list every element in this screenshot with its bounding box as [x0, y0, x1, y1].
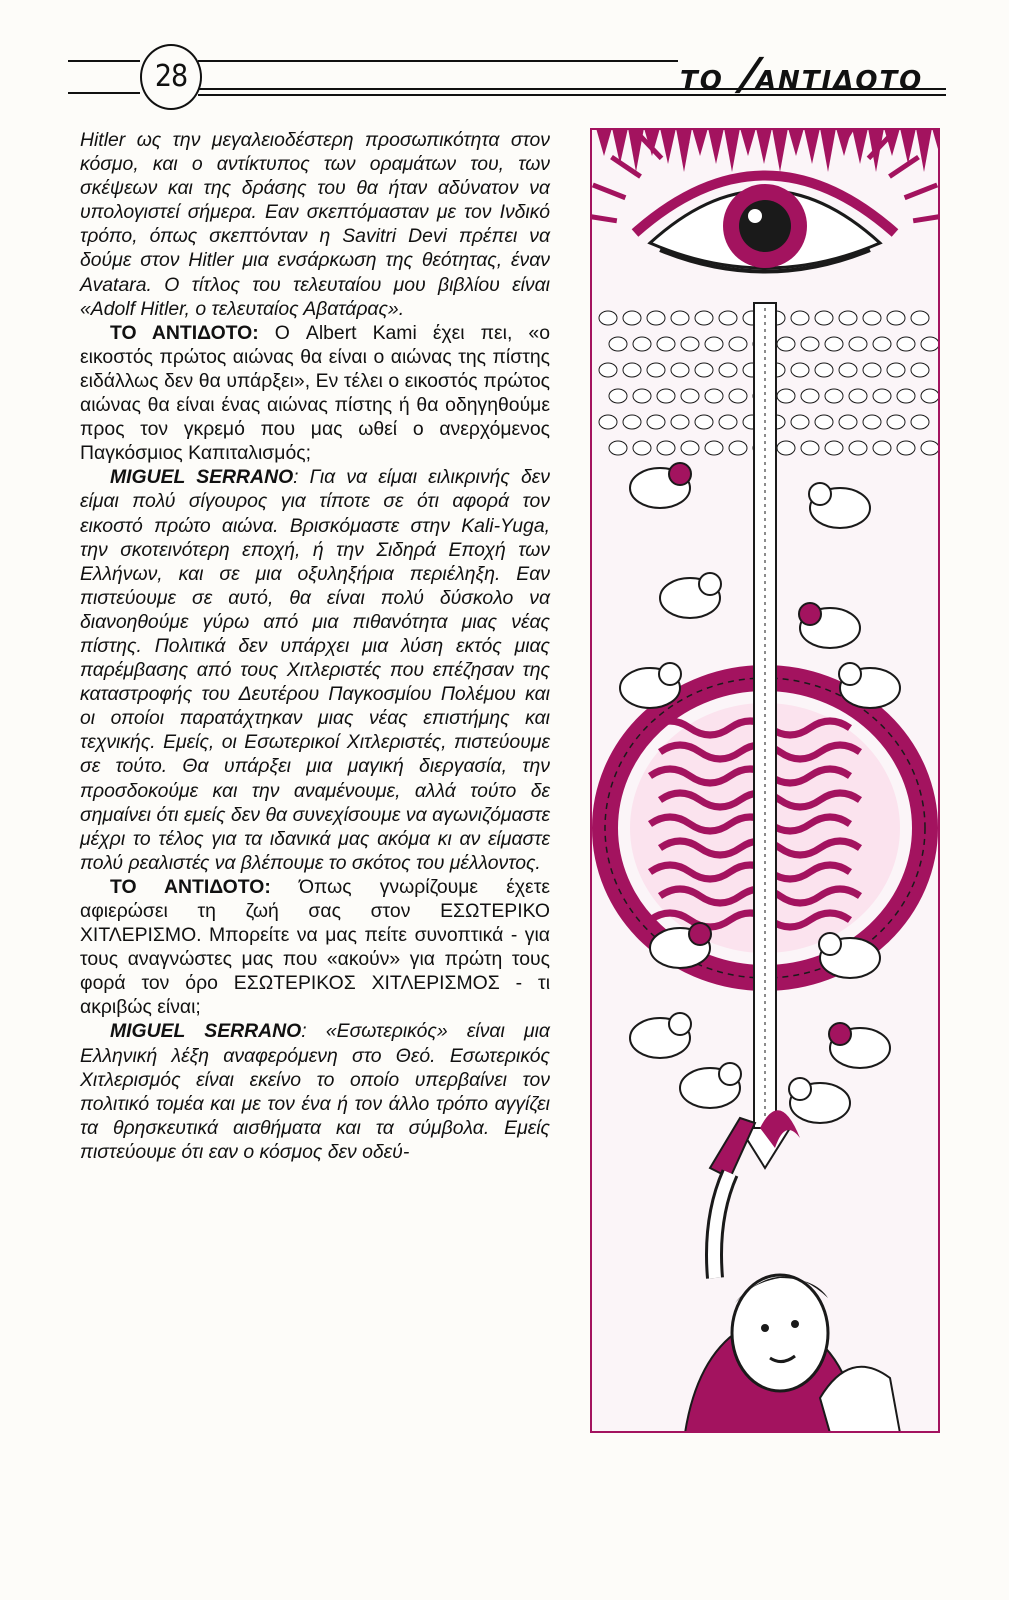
- crowd-head: [839, 415, 857, 429]
- crowd-head: [657, 389, 675, 403]
- answer-continuation: Hitler ως την μεγαλειοδέστερη προσωπικότητα στον κόσμο, και ο αντίκτυπος των οραμάτων του, των σκέψεων και της δράσης του θα ήταν αδύνατον να υπολογιστεί σήμερα. Εαν σκεπτόμασταν με τον Ινδικό τρόπο, όπως σκεπτόνταν η Savitri Devi πρέπει να δούμε στον Hitler μια ενσάρκωση της θεότητας, έναν Avatara. Ο τίτλος του τελευταίου μου βιβλίου είναι «Adolf Hitler, ο τελευταίος Αβατάρας».: [80, 129, 550, 320]
- crowd-head: [839, 363, 857, 377]
- figure-head: [839, 663, 861, 685]
- question-1: [80, 321, 550, 466]
- page-header: [0, 0, 1009, 120]
- crowd-head: [887, 363, 905, 377]
- crowd-head: [681, 389, 699, 403]
- crowd-head: [695, 311, 713, 325]
- magazine-title-main: ΑΝΤΙΔΟΤΟ: [755, 66, 924, 96]
- crowd-head: [849, 389, 867, 403]
- crowd-head: [801, 337, 819, 351]
- header-rule-left-top: [68, 60, 140, 62]
- crowd-head: [681, 441, 699, 455]
- crowd-head: [791, 415, 809, 429]
- figure-head: [809, 483, 831, 505]
- crowd-head: [719, 415, 737, 429]
- crowd-head: [695, 415, 713, 429]
- crowd-head: [633, 441, 651, 455]
- magazine-title-prefix: ΤΟ: [680, 66, 724, 96]
- crowd-head: [705, 441, 723, 455]
- crowd-head: [887, 311, 905, 325]
- crowd-head: [897, 441, 915, 455]
- crowd-head: [849, 441, 867, 455]
- crowd-head: [671, 415, 689, 429]
- crowd-head: [887, 415, 905, 429]
- crowd-head: [609, 337, 627, 351]
- crowd-head: [657, 337, 675, 351]
- crowd-head: [815, 415, 833, 429]
- crowd-head: [777, 337, 795, 351]
- crowd-head: [705, 337, 723, 351]
- header-rule-left-bottom: [68, 92, 140, 94]
- answer-2-speaker: MIGUEL SERRANO: [110, 1020, 302, 1043]
- crowd-head: [633, 389, 651, 403]
- crowd-head: [873, 389, 891, 403]
- figure-head: [819, 933, 841, 955]
- figure-head: [669, 463, 691, 485]
- crowd-head: [623, 363, 641, 377]
- figure-head: [689, 923, 711, 945]
- crowd-head: [873, 337, 891, 351]
- crowd-head: [647, 415, 665, 429]
- crowd-head: [777, 389, 795, 403]
- crowd-head: [609, 441, 627, 455]
- crowd-head: [719, 363, 737, 377]
- crowd-head: [863, 311, 881, 325]
- crowd-head: [647, 363, 665, 377]
- answer-1: [80, 465, 550, 875]
- figure-head: [699, 573, 721, 595]
- header-rule-right-top: [198, 60, 678, 62]
- crowd-head: [839, 311, 857, 325]
- crowd-head: [873, 441, 891, 455]
- crowd-head: [921, 337, 939, 351]
- crowd-head: [921, 441, 939, 455]
- crowd-head: [897, 337, 915, 351]
- question-1-speaker: ΤΟ ΑΝΤΙΔΟΤΟ:: [110, 321, 259, 344]
- crowd-head: [911, 311, 929, 325]
- crowd-head: [609, 389, 627, 403]
- answer-2: [80, 1019, 550, 1164]
- answer-2-text: : «Εσωτερικός» είναι μια Ελληνική λέξη αναφερόμενη στο Θεό. Εσωτερικός Χιτλερισμός είναι εκείνο το οποίο υπερβαίνει τον πολιτικό τομέα και με τον ένα ή τον άλλο τρόπο αγγίζει τα θρησκευτικά αισθήματα και τα σύμβολα. Εμείς πιστεύουμε ότι εαν ο κόσμος δεν οδεύ-: [80, 1020, 550, 1163]
- crowd-head: [633, 337, 651, 351]
- crowd-head: [791, 363, 809, 377]
- figure-head: [719, 1063, 741, 1085]
- crowd-head: [695, 363, 713, 377]
- figure-head: [829, 1023, 851, 1045]
- illustration-eye-and-beam: [590, 128, 940, 1433]
- crowd-head: [921, 389, 939, 403]
- crowd-head: [815, 363, 833, 377]
- crowd-head: [657, 441, 675, 455]
- question-2: [80, 875, 550, 1020]
- crowd-head: [801, 389, 819, 403]
- crowd-head: [911, 415, 929, 429]
- crowd-head: [897, 389, 915, 403]
- crowd-head: [815, 311, 833, 325]
- crowd-head: [681, 337, 699, 351]
- figure-head: [789, 1078, 811, 1100]
- crowd-head: [729, 337, 747, 351]
- crowd-head: [599, 363, 617, 377]
- crowd-head: [849, 337, 867, 351]
- illustration-svg: [590, 128, 940, 1433]
- crowd-head: [825, 337, 843, 351]
- answer-1-text: : Για να είμαι ειλικρινής δεν είμαι πολύ σίγουρος για τίποτε σε ότι αφορά τον εικοστό πρώτο αιώνα. Βρισκόμαστε στην Kali-Yuga, την σκοτεινότερη εποχή, ή την Σιδηρά Εποχή των Ελλήνων, και σε μια οξυληξήρια περιέληξη. Εαν πιστεύουμε σε αυτό, θα είναι πολύ δύσκολο να διανοηθούμε γύρω από μια πιθανότητα μιας νέας πίστης. Πολιτικά δεν υπάρχει μια λύση εκτός μιας παρέμβασης από τους Χιτλεριστές που επέζησαν της καταστροφής του Δευτέρου Παγκοσμίου Πολέμου και οι οποίοι παρατάχτηκαν μιας νέας επιστήμης και τεχνικής. Εμείς, οι Εσωτερικοί Χιτλεριστές, πιστεύουμε σε τούτο. Θα υπάρξει μια μαγική διεργασία, την προσδοκούμε και την αναμένουμε, αλλά τούτο δε σημαίνει ότι εμείς δεν θα συνεχίσουμε να αγωνιζόμαστε μέχρι το τέλος για τα ιδανικά μας ακόμα κι αν είμαστε πολύ ρεαλιστές να βλέπουμε το σκότος του μέλλοντος.: [80, 466, 550, 874]
- figure-head: [799, 603, 821, 625]
- crowd-head: [863, 363, 881, 377]
- crowd-head: [719, 311, 737, 325]
- crowd-head: [647, 311, 665, 325]
- crowd-head: [863, 415, 881, 429]
- question-1-text: Ο Albert Kami έχει πει, «ο εικοστός πρώτος αιώνας θα είναι ο αιώνας της πίστης ειδάλλως δεν θα υπάρξει», Εν τέλει ο εικοστός πρώτος αιώνας θα είναι ένας αιώνας πίστης ή θα οδηγηθούμε προς τον γκρεμό που μας ωθεί ο ανερχόμενος Παγκόσμιος Καπιταλισμός;: [80, 321, 550, 465]
- crowd-head: [825, 441, 843, 455]
- magazine-title-slash: /: [737, 49, 765, 100]
- crowd-head: [791, 311, 809, 325]
- question-2-speaker: ΤΟ ΑΝΤΙΔΟΤΟ:: [110, 875, 271, 898]
- crowd-head: [671, 311, 689, 325]
- crowd-head: [911, 363, 929, 377]
- answer-1-speaker: MIGUEL SERRANO: [110, 466, 294, 489]
- crowd-head: [729, 441, 747, 455]
- question-2-text: Όπως γνωρίζουμε έχετε αφιερώσει τη ζωή σας στον ΕΣΩΤΕΡΙΚΟ ΧΙΤΛΕΡΙΣΜΟ. Μπορείτε να μας πείτε συνοπτικά - για τους αναγνώστες μας που «ακούν» για πρώτη τους φορά τον όρο ΕΣΩΤΕΡΙΚΟΣ ΧΙΤΛΕΡΙΣΜΟΣ - τι ακριβώς είναι;: [80, 875, 550, 1019]
- crowd-head: [705, 389, 723, 403]
- crowd-head: [801, 441, 819, 455]
- crowd-head: [671, 363, 689, 377]
- figure-head: [659, 663, 681, 685]
- crowd-head: [599, 311, 617, 325]
- crowd-head: [777, 441, 795, 455]
- magazine-title: [680, 49, 924, 100]
- crowd-head: [729, 389, 747, 403]
- figure-head: [669, 1013, 691, 1035]
- page-number: 28: [140, 44, 202, 110]
- crowd-head: [825, 389, 843, 403]
- crowd-head: [623, 311, 641, 325]
- crowd-head: [623, 415, 641, 429]
- article-column: [80, 128, 550, 1164]
- crowd-head: [599, 415, 617, 429]
